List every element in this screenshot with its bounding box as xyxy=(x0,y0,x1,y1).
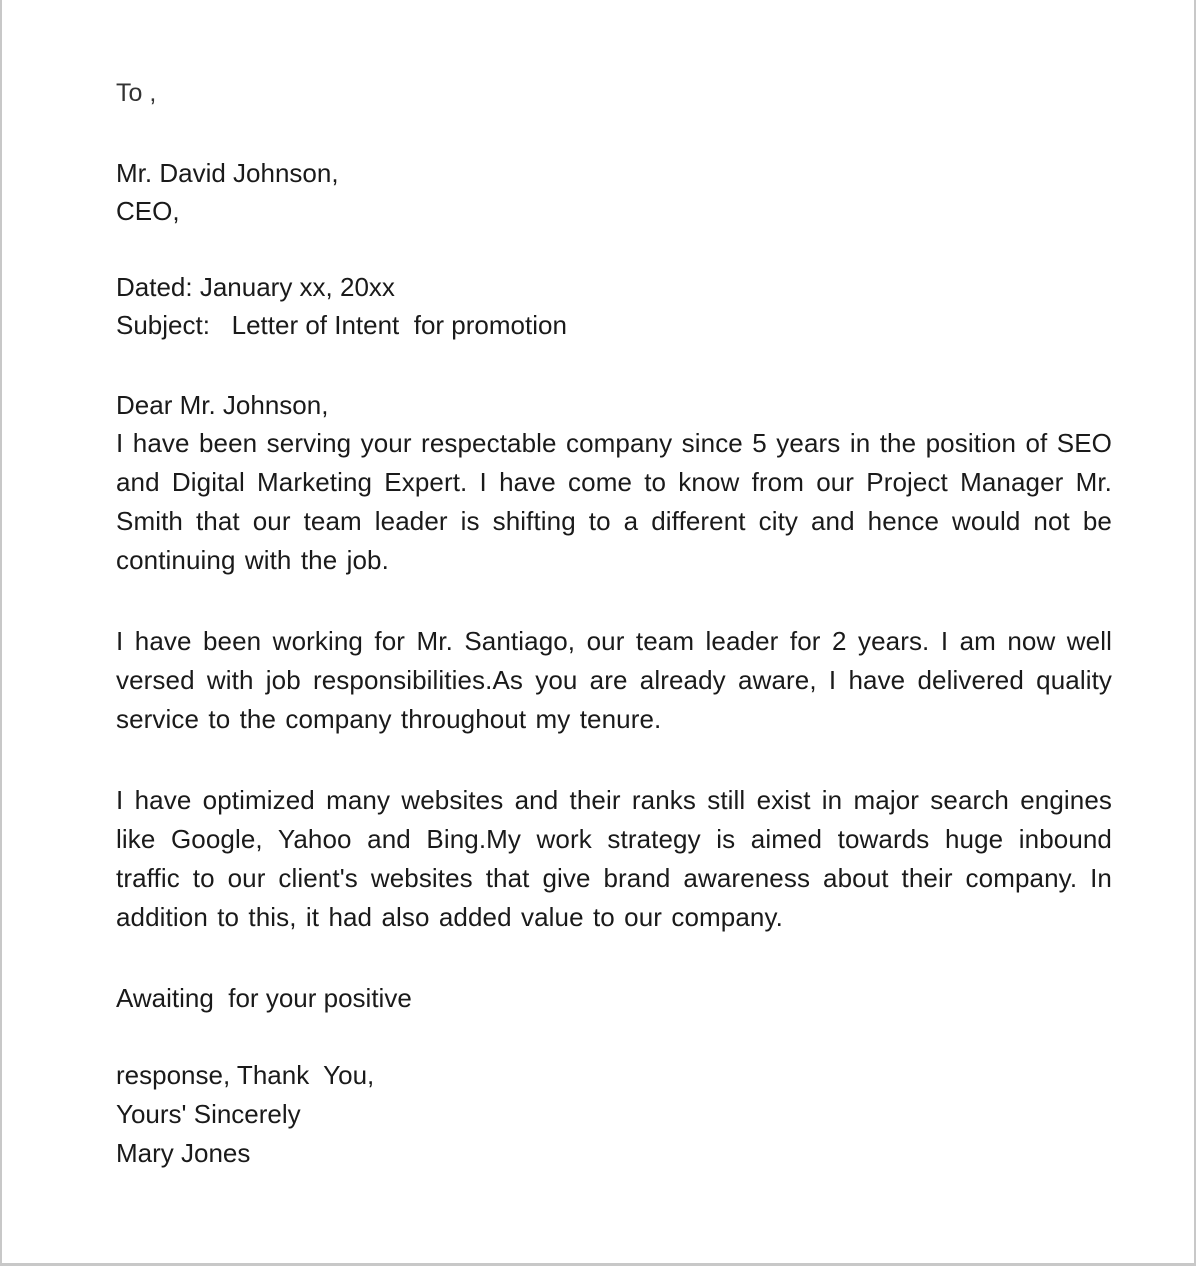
sign-off: Yours' Sincerely xyxy=(116,1099,301,1129)
spacer xyxy=(116,580,1112,622)
closing-block xyxy=(116,979,1112,1173)
response-thanks-line: response, Thank You, xyxy=(116,1060,375,1090)
spacer xyxy=(116,1018,1112,1056)
to-line: To , xyxy=(116,79,157,107)
spacer xyxy=(116,230,1112,268)
spacer xyxy=(116,112,1112,154)
spacer xyxy=(116,739,1112,781)
recipient-name: Mr. David Johnson, xyxy=(116,158,339,188)
salutation: Dear Mr. Johnson, xyxy=(116,390,329,420)
signature-name: Mary Jones xyxy=(116,1138,251,1168)
subject-line: Subject: Letter of Intent for promotion xyxy=(116,310,567,340)
spacer xyxy=(116,937,1112,979)
awaiting-line: Awaiting for your positive xyxy=(116,983,412,1013)
recipient-title: CEO, xyxy=(116,196,180,226)
paragraph-1: I have been serving your respectable company since 5 years in the position of SEO and Digital Marketing Expert. I have come to know from our Project Manager Mr. Smith that our team leader is shifting to a different city and hence would not be continuing with the job. xyxy=(116,428,1112,575)
date-line: Dated: January xx, 20xx xyxy=(116,272,395,302)
letter-body xyxy=(116,74,1112,1173)
spacer xyxy=(116,344,1112,386)
paragraph-2: I have been working for Mr. Santiago, our team leader for 2 years. I am now well versed with job responsibilities.As you are already aware, I have delivered quality service to the company throughout my tenure. xyxy=(116,626,1112,734)
paragraph-3: I have optimized many websites and their ranks still exist in major search engines like Google, Yahoo and Bing.My work strategy is aimed towards huge inbound traffic to our client's websites that give brand awareness about their company. In addition to this, it had also added value to our company. xyxy=(116,785,1112,932)
